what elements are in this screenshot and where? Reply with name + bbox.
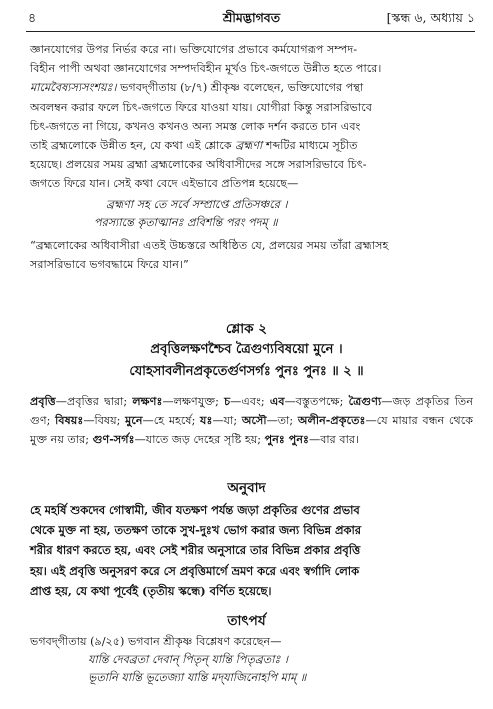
text-line: অবলম্বন করার ফলে চিৎ-জগতে ফিরে যাওয়া যায়। যোগীরা কিন্তু সরাসরিভাবে <box>30 100 372 114</box>
verse-line-1: প্রবৃত্তিলক্ষণশ্চৈব ত্রৈগুণ্যবিষয়ো মুনে । <box>150 342 343 357</box>
quoted-verse-line: পরস্যান্তে কৃতাত্মানঃ প্রবিশন্তি পরং পদম্ ॥ <box>94 216 278 229</box>
text-line: হে মহর্ষি শুকদেব গোস্বামী, জীব যতক্ষণ পর্যন্ত জড়া প্রকৃতির গুণের প্রভাব <box>30 503 360 517</box>
page-number: ৪ <box>28 10 37 25</box>
book-title: শ্রীমদ্ভাগবত <box>222 10 281 25</box>
synonym: প্রবৃত্তি—প্রবৃত্তির দ্বারা; <box>30 394 133 408</box>
translation-heading: অনুবাদ <box>227 480 266 496</box>
text-line: প্রাপ্ত হয়, যে কথা পূর্বেই (তৃতীয় স্কন্ধে) বর্ণিত হয়েছে। <box>30 583 272 598</box>
header-rule <box>26 31 475 32</box>
sanskrit-phrase: মামেবৈষ্যস্যসংশয়ঃ। <box>30 81 117 95</box>
chapter-reference: [স্কন্ধ ৬, অধ্যায় ১ <box>386 10 475 25</box>
synonym: বিষয়ঃ—বিষয়; <box>55 413 126 428</box>
text-line: হয়েছে। প্রলয়ের সময় ব্রহ্মা ব্রহ্মলোকের অধিবাসীদের সঙ্গে সরাসরিভাবে চিৎ- <box>30 158 367 172</box>
text-line: হয়। এই প্রবৃত্তি অনুসরণ করে সে প্রবৃত্তিমার্গে ভ্রমণ করে এবং স্বর্গাদি লোক <box>30 563 360 578</box>
synonym: গুণ-সর্গঃ—যাতে জড় দেহের সৃষ্টি হয়; <box>92 432 265 447</box>
synonym: এব—বস্তুতপক্ষে; <box>269 394 349 408</box>
purport-continuation <box>30 40 473 194</box>
text-line: বিহীন পাপী অথবা জ্ঞানযোগের সম্পদবিহীন মূর্খও চিৎ-জগতে উন্নীত হতে পারে। <box>30 62 382 76</box>
purport-block <box>30 632 473 687</box>
quoted-translation <box>30 236 473 274</box>
text-line: মামেবৈষ্যস্যসংশয়ঃ। ভগবদ্‌গীতায় (৮/৭) শ্রীকৃষ্ণ বলেছেন, ভক্তিযোগের পন্থা <box>30 81 364 95</box>
text-line: শরীর ধারণ করতে হয়, এবং সেই শরীর অনুসারে তার বিভিন্ন প্রকার প্রবৃত্তি <box>30 543 361 558</box>
purport-verse-line: ভূতানি যান্তি ভূতেজ্যা যান্তি মদ্‌যাজিনোহপি মাম্ ॥ <box>88 671 307 685</box>
sanskrit-word: ব্রহ্মণা <box>235 139 263 153</box>
synonym: অসৌ—তা; <box>241 413 298 428</box>
synonym: চ—এবং; <box>224 394 270 408</box>
purport-heading: তাৎপর্য <box>227 613 266 629</box>
text-line: তাই ব্রহ্মলোকে উন্নীত হন, যে কথা এই শ্লোকে ব্রহ্মণা শব্দটির মাধ্যমে সূচীত <box>30 139 358 153</box>
purport-verse-line: যান্তি দেবব্রতা দেবান্ পিতৃন্ যান্তি পিতৃব্রতাঃ । <box>88 653 288 667</box>
synonym: মুনে—হে মহর্ষে; <box>125 413 201 428</box>
synonym: ত্রৈগুণ্য—জড় প্রকৃতির তিন গুণ; <box>30 394 473 428</box>
synonym: যঃ—যা; <box>200 413 242 428</box>
quoted-verse <box>30 196 473 232</box>
text-line: “ব্রহ্মলোকের অধিবাসীরা এতই উচ্চস্তরে অধিষ্ঠিত যে, প্রলয়ের সময় তাঁরা ব্রহ্মাসহ <box>30 239 389 252</box>
verse-heading: শ্লোক ২ <box>225 321 268 337</box>
synonym: অলীন-প্রকৃতেঃ—যে মায়ার বন্ধন থেকে মুক্ত নয় তার; <box>30 413 474 447</box>
translation-block <box>30 500 473 601</box>
text-line: জগতে ফিরে যান। সেই কথা বেদে এইভাবে প্রতিপন্ন হয়েছে— <box>30 177 299 191</box>
text-line: সরাসরিভাবে ভগবদ্ধামে ফিরে যান।” <box>30 258 189 271</box>
synonym: পুনঃ পুনঃ—বার বার। <box>264 432 360 447</box>
quoted-verse-line: ব্রহ্মণা সহ তে সর্বে সম্প্রাপ্তে প্রতিসঞ্চরে । <box>106 198 288 211</box>
text-line: থেকে মুক্ত না হয়, ততক্ষণ তাকে সুখ-দুঃখ ভোগ করার জন্য বিভিন্ন প্রকার <box>30 523 362 538</box>
synonyms-block <box>30 392 473 450</box>
text-line: চিৎ-জগতে না গিয়ে, কখনও কখনও অন্য সমস্ত লোক দর্শন করতে চান এবং <box>30 119 361 133</box>
text-line: ভগবদ্‌গীতায় (৯/২৫) ভগবান শ্রীকৃষ্ণ বিশ্লেষণ করেছেন— <box>30 635 282 648</box>
running-header <box>28 10 475 30</box>
text-line: জ্ঞানযোগের উপর নির্ভর করে না। ভক্তিযোগের প্রভাবে কর্মযোগরূপ সম্পদ- <box>30 43 358 56</box>
verse-line-2: যোহসাবলীনপ্রকৃতের্গুণসর্গঃ পুনঃ পুনঃ ॥ ২ ॥ <box>129 364 364 379</box>
synonym: লক্ষণঃ—লক্ষণযুক্ত; <box>132 394 225 408</box>
